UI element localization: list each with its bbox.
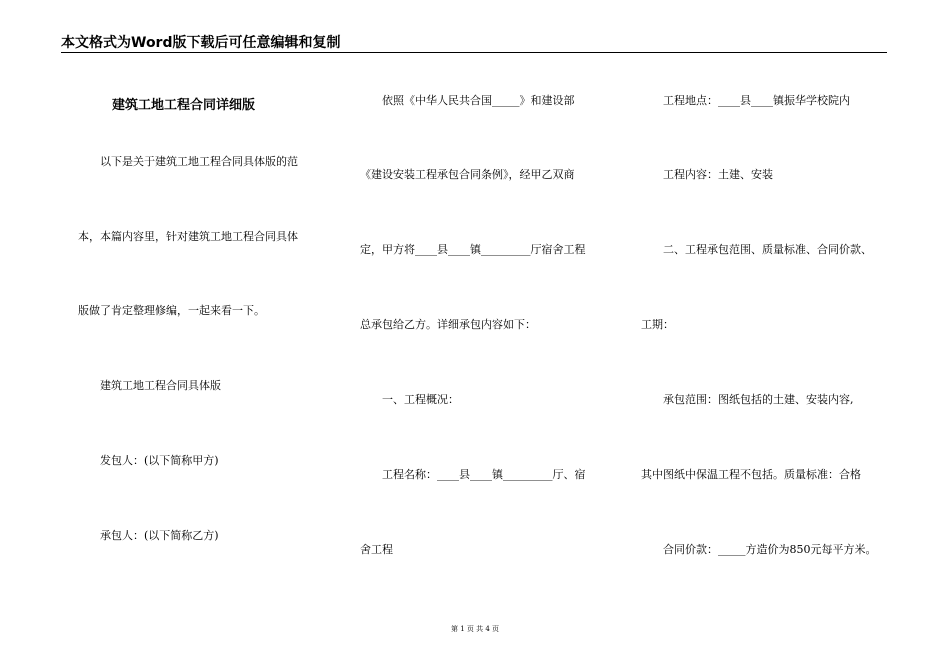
col1-line-6: 承包人：(以下简称乙方) — [100, 529, 219, 542]
document-title: 建筑工地工程合同详细版 — [112, 98, 256, 113]
col2-line-4: 总承包给乙方。详细承包内容如下： — [360, 318, 536, 331]
col3-line-7: 合同价款：_____方造价为850元每平方米。 — [663, 543, 877, 556]
col2-line-3: 定，甲方将____县____镇_________厅宿舍工程 — [360, 243, 586, 256]
page-header-title: 本文格式为Word版下载后可任意编辑和复制 — [61, 35, 341, 51]
col2-line-7: 舍工程 — [360, 543, 393, 556]
col2-line-2: 《建设安装工程承包合同条例》，经甲乙双商 — [360, 168, 575, 181]
col2-line-5: 一、工程概况： — [382, 393, 459, 406]
col3-line-1: 工程地点：____县____镇振华学校院内 — [663, 94, 850, 107]
col1-line-3: 版做了肯定整理修编，一起来看一下。 — [78, 304, 265, 317]
col3-line-2: 工程内容：土建、安装 — [663, 168, 773, 181]
col1-line-4: 建筑工地工程合同具体版 — [100, 379, 221, 392]
col3-line-3: 二、工程承包范围、质量标准、合同价款、 — [663, 243, 872, 256]
header-divider — [61, 52, 887, 53]
col1-line-2: 本，本篇内容里，针对建筑工地工程合同具体 — [78, 230, 298, 243]
col3-line-5: 承包范围：图纸包括的土建、安装内容, — [663, 393, 854, 406]
col3-line-4: 工期： — [641, 318, 674, 331]
col2-line-1: 依照《中华人民共合国_____》和建设部 — [382, 94, 575, 107]
col1-line-1: 以下是关于建筑工地工程合同具体版的范 — [100, 155, 298, 168]
col3-line-6: 其中图纸中保温工程不包括。质量标准：合格 — [641, 468, 861, 481]
col1-line-5: 发包人：(以下简称甲方) — [100, 454, 219, 467]
col2-line-6: 工程名称：____县____镇_________厅、宿 — [382, 468, 586, 481]
page-number-footer: 第 1 页 共 4 页 — [450, 625, 500, 633]
